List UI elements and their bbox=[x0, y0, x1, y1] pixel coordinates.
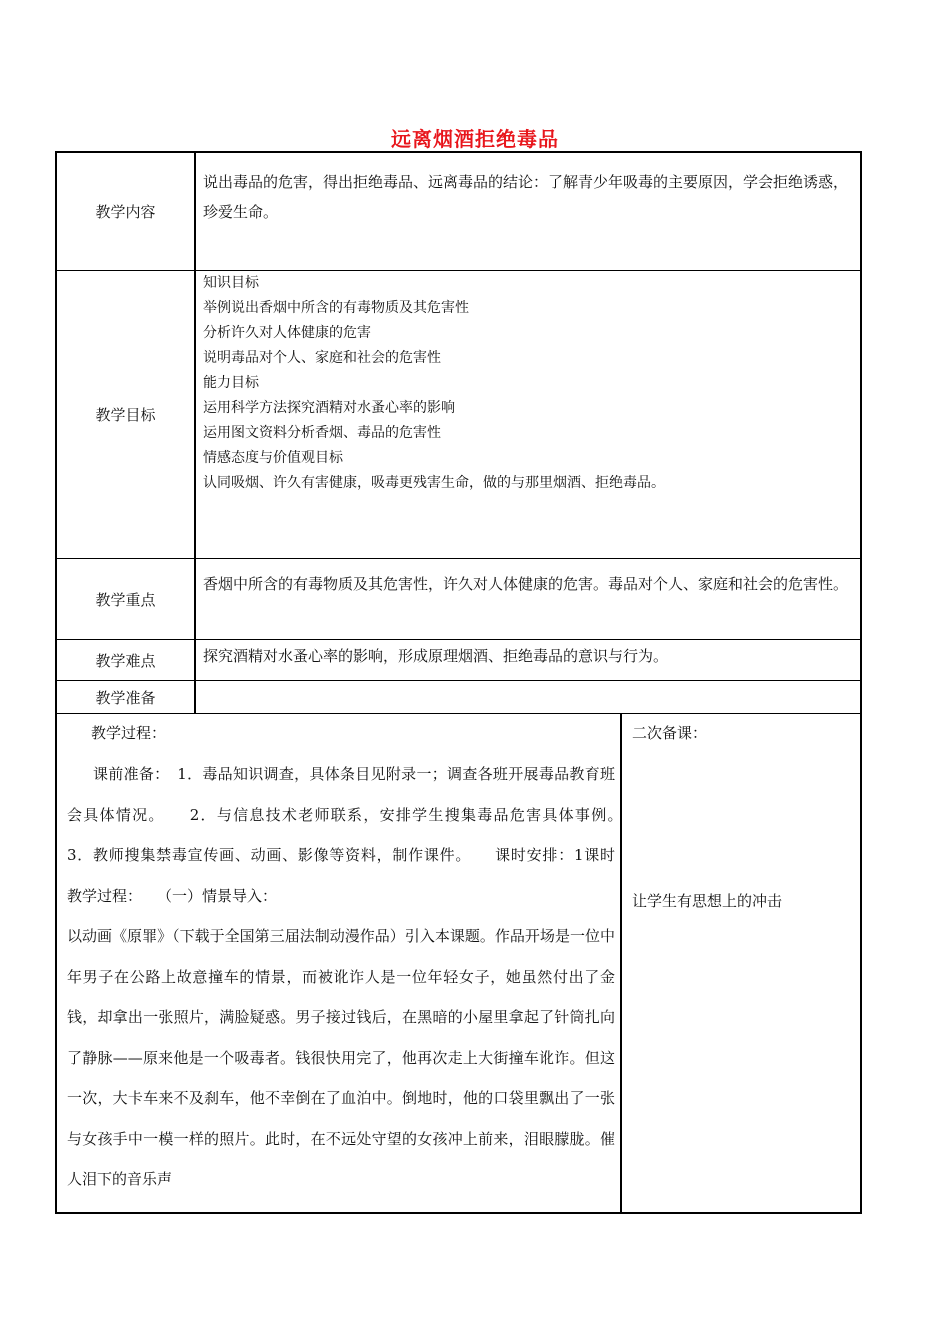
row-teaching-difficulty bbox=[57, 640, 860, 681]
process-body bbox=[67, 754, 646, 1200]
row-teaching-content bbox=[57, 153, 860, 271]
label-teaching-preparation: 教学准备 bbox=[57, 681, 196, 713]
label-teaching-focus: 教学重点 bbox=[57, 559, 196, 639]
label-teaching-goals: 教学目标 bbox=[57, 271, 196, 558]
row-teaching-goals bbox=[57, 271, 860, 559]
teaching-process-cell bbox=[57, 714, 646, 1212]
goal-line: 分析许久对人体健康的危害 bbox=[203, 325, 371, 341]
lesson-plan-table bbox=[55, 151, 862, 1214]
text-teaching-difficulty: 探究酒精对水蚤心率的影响，形成原理烟酒、拒绝毒品的意识与行为。 bbox=[203, 647, 669, 665]
list-teaching-goals bbox=[203, 271, 852, 496]
goal-line: 认同吸烟、许久有害健康，吸毒更残害生命，做的与那里烟酒、拒绝毒品。 bbox=[203, 475, 665, 491]
row-teaching-focus bbox=[57, 559, 860, 640]
goal-line: 知识目标 bbox=[203, 275, 259, 291]
document-title: 远离烟酒拒绝毒品 bbox=[391, 127, 559, 151]
label-teaching-difficulty: 教学难点 bbox=[57, 640, 196, 680]
goal-line: 能力目标 bbox=[203, 375, 259, 391]
row-teaching-preparation bbox=[57, 681, 860, 714]
secondary-prep-note: 让学生有思想上的冲击 bbox=[632, 892, 783, 910]
goal-line: 举例说出香烟中所含的有毒物质及其危害性 bbox=[203, 300, 469, 316]
process-story-text: 以动画《原罪》（下载于全国第三届法制动漫作品）引入本课题。作品开场是一位中年男子在公路上故意撞车的情景，而被讹诈人是一位年轻女子，她虽然付出了金钱，却拿出一张照片，满脸疑惑。男子接过钱后，在黑暗的小屋里拿起了针筒扎向了静脉——原来他是一个吸毒者。钱很快用完了，他再次走上大街撞车讹诈。但这一次，大卡车来不及刹车，他不幸倒在了血泊中。倒地时，他的口袋里飘出了一张与女孩手中一模一样的照片。此时，在不远处守望的女孩冲上前来，泪眼朦胧。催人泪下的音乐声 bbox=[67, 927, 615, 1188]
secondary-prep-cell bbox=[622, 714, 860, 1212]
label-teaching-content: 教学内容 bbox=[57, 153, 196, 270]
goal-line: 运用图文资料分析香烟、毒品的危害性 bbox=[203, 425, 441, 441]
goal-line: 情感态度与价值观目标 bbox=[203, 450, 343, 466]
text-teaching-focus: 香烟中所含的有毒物质及其危害性，许久对人体健康的危害。毒品对个人、家庭和社会的危害性。 bbox=[203, 575, 849, 593]
text-teaching-content: 说出毒品的危害，得出拒绝毒品、远离毒品的结论：了解青少年吸毒的主要原因，学会拒绝诱惑，珍爱生命。 bbox=[203, 173, 849, 221]
goal-line: 运用科学方法探究酒精对水蚤心率的影响 bbox=[203, 400, 455, 416]
process-prep-text: 课前准备： 1．毒品知识调查，具体条目见附录一；调查各班开展毒品教育班会具体情况。 2．与信息技术老师联系，安排学生搜集毒品危害具体事例。 3．教师搜集禁毒宣传画、动画、影像等资料，制作课件。 课时安排：1课时 教学过程： （一）情景导入： bbox=[67, 765, 646, 905]
goal-line: 说明毒品对个人、家庭和社会的危害性 bbox=[203, 350, 441, 366]
secondary-prep-heading: 二次备课： bbox=[632, 724, 708, 742]
process-heading: 教学过程： bbox=[91, 724, 167, 742]
